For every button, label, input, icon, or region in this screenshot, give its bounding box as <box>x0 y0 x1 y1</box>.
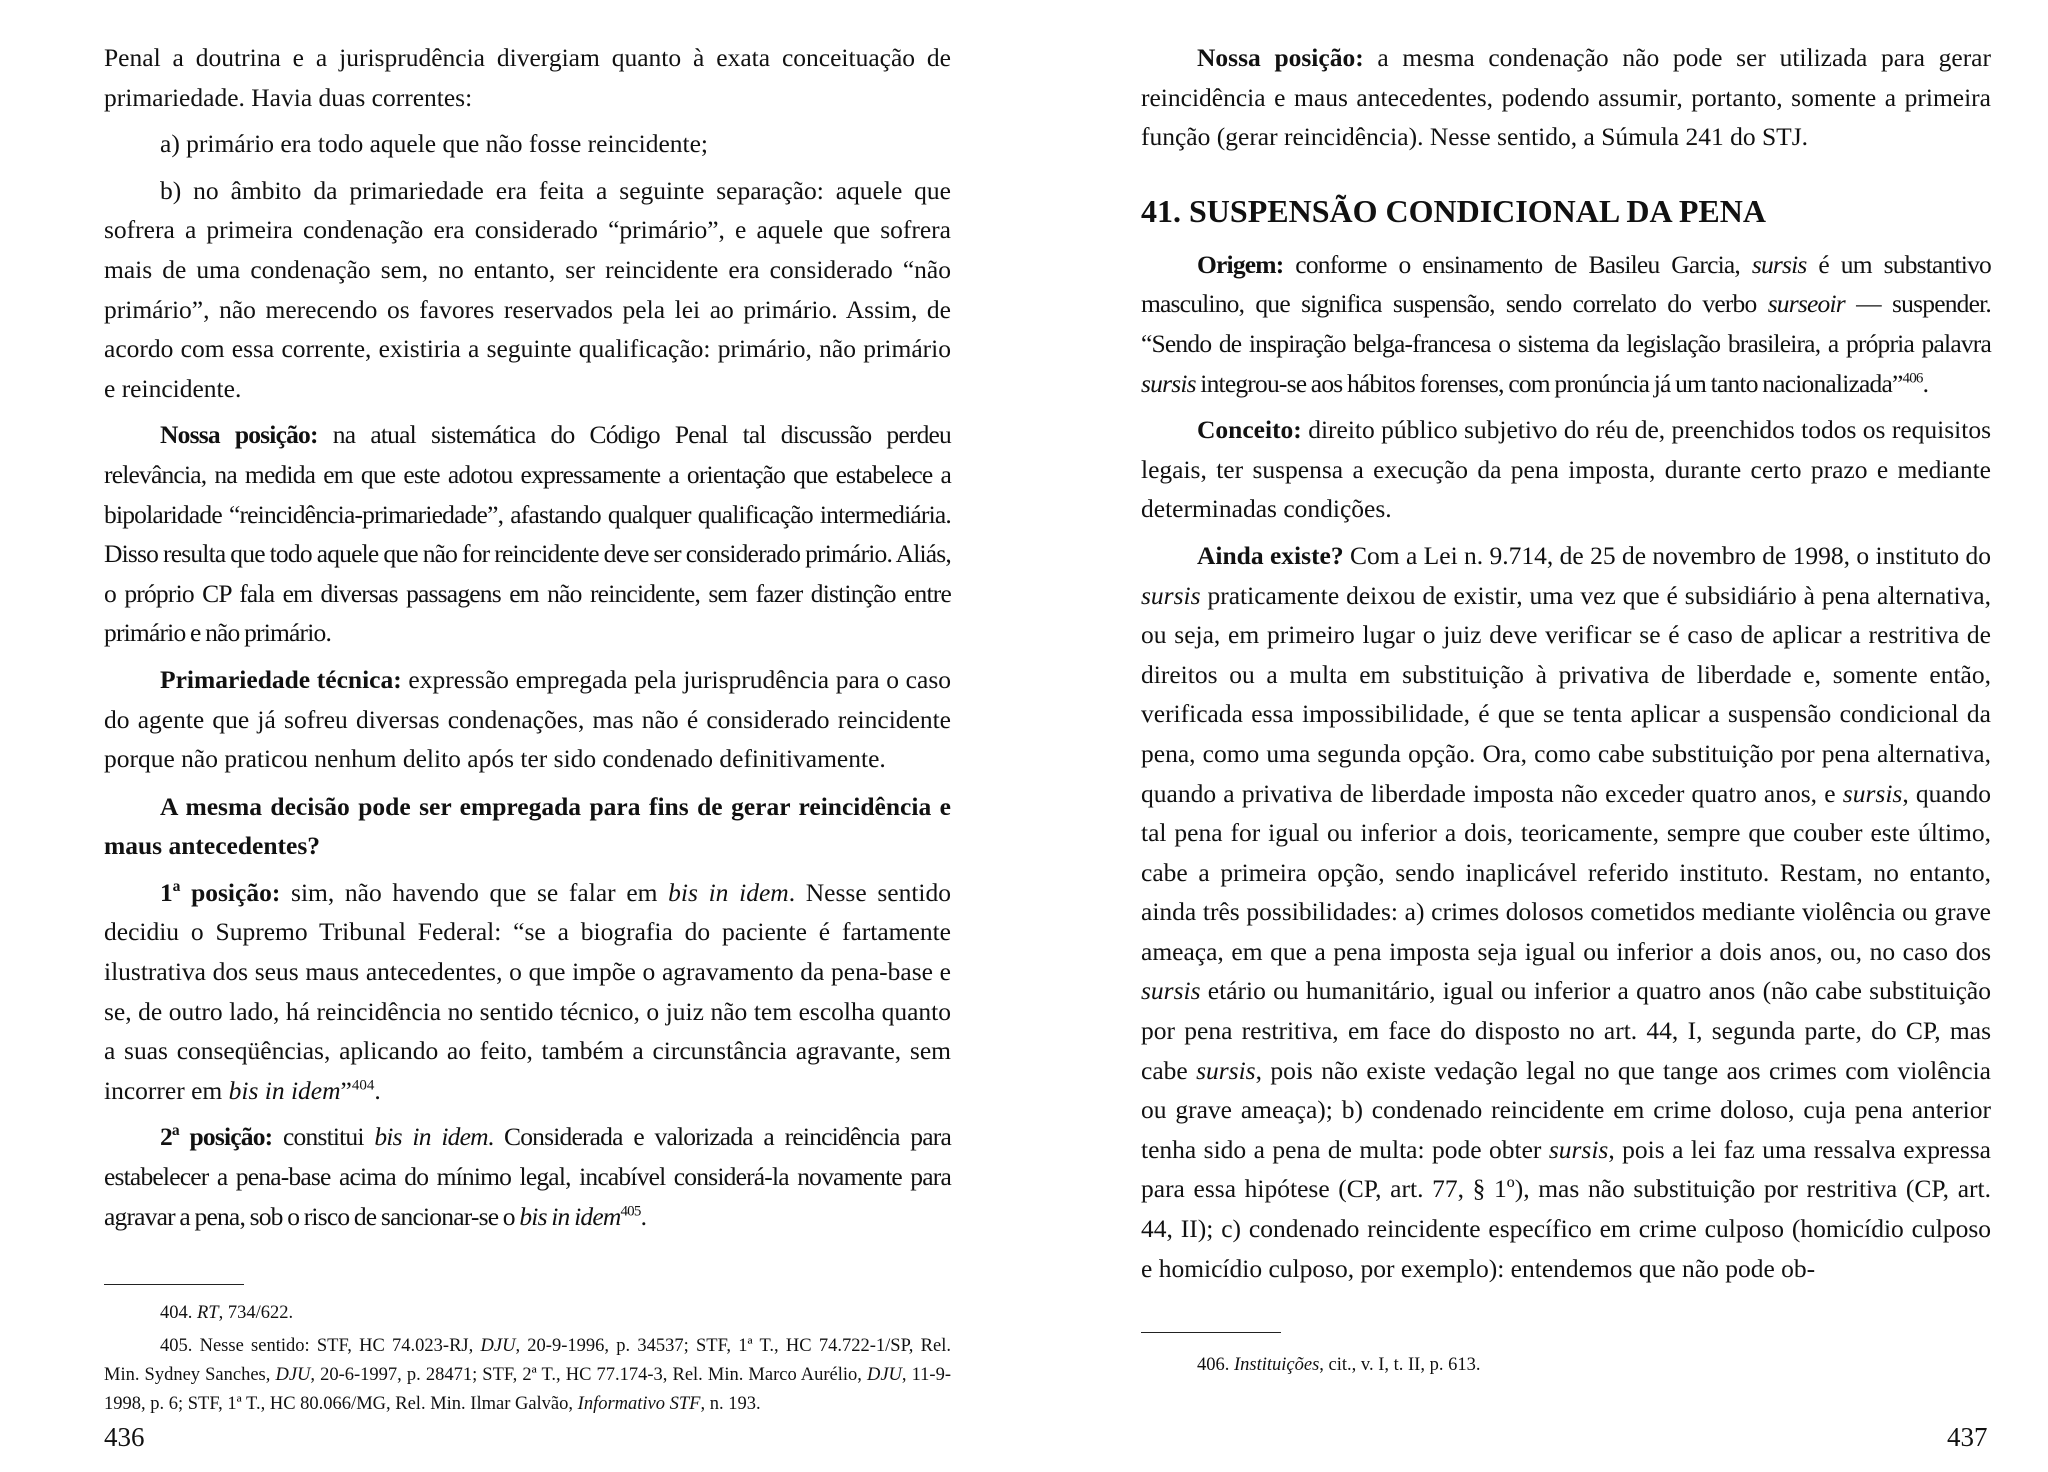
footnote-text: 406. <box>1197 1355 1234 1376</box>
italic-term: sursis <box>1141 976 1201 1006</box>
term-label: Origem: <box>1197 249 1284 279</box>
paragraph-text: , pois não existe vedação legal no que tange aos crimes com violência ou grave ameaça); b) condenado reincidente em crime doloso, cuja pena anterior tenha sido a pena de multa: pode obter <box>1141 1055 1991 1164</box>
footnote-text: 404. <box>160 1303 197 1324</box>
paragraph-text: . <box>640 1201 647 1231</box>
paragraph-text: — suspender. “Sendo de inspiração belga-francesa o sistema da legislação brasileira, a própria palavra <box>1141 289 1991 358</box>
footnote-text: , 11-9-1998, p. 6; STF, 1ª T., HC 80.066/MG, Rel. Min. Ilmar Galvão, <box>104 1365 952 1415</box>
paragraph-text: , quando tal pena for igual ou inferior a dois, teoricamente, sempre que couber este último, cabe a primeira opção, sendo inaplicável referido instituto. Restam, no entanto, ainda três possibilidades: a) crimes dolosos cometidos mediante violência ou grave ameaça, em que a pena imposta seja igual ou inferior a dois anos, ou, no caso dos <box>1141 778 1991 966</box>
paragraph-conceito <box>1141 410 1991 529</box>
paragraph-ainda-existe <box>1141 536 1991 1288</box>
footnote-405 <box>104 1332 951 1419</box>
italic-term: Instituições <box>1234 1355 1320 1376</box>
paragraph: Penal a doutrina e a jurisprudência divergiam quanto à exata conceituação de primariedade. Havia duas correntes: <box>104 43 951 112</box>
right-page <box>1141 38 1991 1380</box>
italic-term: DJU <box>480 1336 516 1357</box>
italic-term: Informativo STF <box>577 1394 701 1415</box>
paragraph-segunda-posicao <box>104 1117 951 1236</box>
paragraph-text: sim, não havendo que se falar em <box>280 877 669 907</box>
paragraph-text: é um substantivo masculino, que significa suspensão, sendo correlato do verbo <box>1141 249 1991 319</box>
footnote-text: , 20-6-1997, p. 28471; STF, 2ª T., HC 77.174-3, Rel. Min. Marco Aurélio, <box>310 1365 867 1386</box>
paragraph-primariedade-tecnica <box>104 660 951 779</box>
footnote-text: , 20-9-1996, p. 34537; STF, 1ª T., HC 74.722-1/SP, Rel. Min. Sydney Sanches, <box>104 1336 951 1386</box>
italic-term: sursis <box>1548 1134 1609 1164</box>
term-label: 1ª posição: <box>160 877 281 907</box>
italic-term: bis in idem <box>374 1122 488 1152</box>
term-label: Conceito: <box>1197 415 1302 445</box>
section-question: A mesma decisão pode ser empregada para fins de gerar reincidência e maus antecedentes? <box>104 791 951 861</box>
italic-term: bis in idem <box>668 877 789 907</box>
page-number-right: 437 <box>1947 1422 1988 1452</box>
footnote-text: , cit., v. I, t. II, p. 613. <box>1319 1355 1481 1376</box>
footnote-marker[interactable]: 406 <box>1902 370 1923 387</box>
paragraph-text: integrou-se aos hábitos forenses, com pronúncia já um tanto nacionalizada” <box>1195 368 1903 398</box>
footnote-text: 405. Nesse sentido: STF, HC 74.023-RJ, <box>160 1336 481 1357</box>
paragraph-nossa-posicao <box>1141 38 1991 157</box>
paragraph-text: a mesma condenação não pode ser utilizada para gerar reincidência e maus antecedentes, podendo assumir, portanto, somente a primeira função (gerar reincidência). Nesse sentido, a Súmula 241 do STJ. <box>1141 43 1991 152</box>
paragraph-text: conforme o ensinamento de Basileu Garcia, <box>1283 249 1752 279</box>
italic-term: sursis <box>1141 580 1201 610</box>
term-label: 2ª posição: <box>160 1122 273 1152</box>
italic-term: sursis <box>1751 249 1807 279</box>
italic-term: bis in idem <box>519 1201 621 1231</box>
italic-term: DJU <box>275 1365 311 1386</box>
list-item-a: a) primário era todo aquele que não fosse reincidente; <box>160 129 709 159</box>
term-label: Nossa posição: <box>1197 43 1364 72</box>
italic-term: bis in idem <box>228 1075 341 1105</box>
footnote-marker[interactable]: 404 <box>351 1077 375 1094</box>
paragraph-text: . <box>374 1075 381 1105</box>
paragraph-text: . Considerada e valorizada a reincidência para estabelecer a pena-base acima do mínimo legal, incabível considerá-la novamente para agravar a pena, sob o risco de sancionar-se o <box>104 1122 951 1231</box>
paragraph-origem <box>1141 245 1991 403</box>
italic-term: sursis <box>1196 1055 1256 1085</box>
footnote-text: , n. 193. <box>700 1394 761 1415</box>
italic-term: surseoir <box>1767 289 1845 319</box>
term-label: Primariedade técnica: <box>160 664 402 694</box>
paragraph-text: , pois a lei faz uma ressalva expressa para essa hipótese (CP, art. 77, § 1º), mas não substituição por restritiva (CP, art. 44, II); c) condenado reincidente específico em crime culposo (homicídio culposo e homicídio culposo, por exemplo): entendemos que não pode ob- <box>1141 1134 1991 1283</box>
paragraph-text: Com a Lei n. 9.714, de 25 de novembro de 1998, o instituto do <box>1343 540 1992 570</box>
paragraph-text: etário ou humanitário, igual ou inferior a quatro anos (não cabe substituição por pena restritiva, em face do disposto no art. 44, I, segunda parte, do CP, mas cabe <box>1141 976 1991 1085</box>
paragraph-text: direito público subjetivo do réu de, preenchidos todos os requisitos legais, ter suspensa a execução da pena imposta, durante certo prazo e mediante determinadas condições. <box>1141 415 1991 524</box>
footnote-divider <box>1141 1332 1281 1333</box>
paragraph-text: . Nesse sentido decidiu o Supremo Tribunal Federal: “se a biografia do paciente é fartamente ilustrativa dos seus maus antecedentes, o que impõe o agravamento da pena-base e se, de outro lado, há reincidência no sentido técnico, o juiz não tem escolha quanto a suas conseqüências, aplicando ao feito, também a circunstância agravante, sem incorrer em <box>104 877 951 1105</box>
footnote-marker[interactable]: 405 <box>620 1203 641 1220</box>
left-page <box>104 38 951 1419</box>
footnote-406 <box>1141 1351 1991 1380</box>
term-label: Ainda existe? <box>1197 540 1344 570</box>
paragraph-text: expressão empregada pela jurisprudência para o caso do agente que já sofreu diversas condenações, mas não é considerado reincidente porque não praticou nenhum delito após ter sido condenado definitivamente. <box>104 664 951 774</box>
paragraph-text: . <box>1922 368 1929 398</box>
italic-term: DJU <box>866 1365 902 1386</box>
page-number-left: 436 <box>104 1422 145 1452</box>
italic-term: RT <box>197 1303 219 1324</box>
footnote-404 <box>104 1299 951 1328</box>
paragraph-primeira-posicao <box>104 873 951 1111</box>
paragraph-text: praticamente deixou de existir, uma vez que é subsidiário à pena alternativa, ou seja, em primeiro lugar o juiz deve verificar se é caso de aplicar a restritiva de direitos ou a multa em substituição à privativa de liberdade e, somente então, verificada essa impossibilidade, é que se tenta aplicar a suspensão condicional da pena, como uma segunda opção. Ora, como cabe substituição por pena alternativa, quando a privativa de liberdade imposta não exceder quatro anos, e <box>1141 580 1991 808</box>
footnote-divider <box>104 1284 244 1285</box>
paragraph-text: constitui <box>272 1122 375 1152</box>
italic-term: sursis <box>1141 368 1196 398</box>
term-label: Nossa posição: <box>160 420 318 450</box>
paragraph-text: na atual sistemática do Código Penal tal discussão perdeu relevância, na medida em que este adotou expressamente a orientação que estabelece a bipolaridade “reincidência-primariedade”, afastando qualquer qualificação intermediária. Disso resulta que todo aquele que não for reincidente deve ser considerado primário. Aliás, o próprio CP fala em diversas passagens em não reincidente, sem fazer distinção entre primário e não primário. <box>104 420 951 648</box>
paragraph-text: ” <box>340 1075 352 1105</box>
footnote-text: , 734/622. <box>218 1303 294 1324</box>
section-heading: 41. SUSPENSÃO CONDICIONAL DA PENA <box>1141 192 1766 229</box>
italic-term: sursis <box>1842 778 1903 808</box>
list-item-b: b) no âmbito da primariedade era feita a seguinte separação: aquele que sofrera a primeira condenação era considerado “primário”, e aquele que sofrera mais de uma condenação sem, no entanto, ser reincidente era considerado “não primário”, não merecendo os favores reservados pela lei ao primário. Assim, de acordo com essa corrente, existiria a seguinte qualificação: primário, não primário e reincidente. <box>104 175 951 403</box>
paragraph-nossa-posicao <box>104 415 951 653</box>
